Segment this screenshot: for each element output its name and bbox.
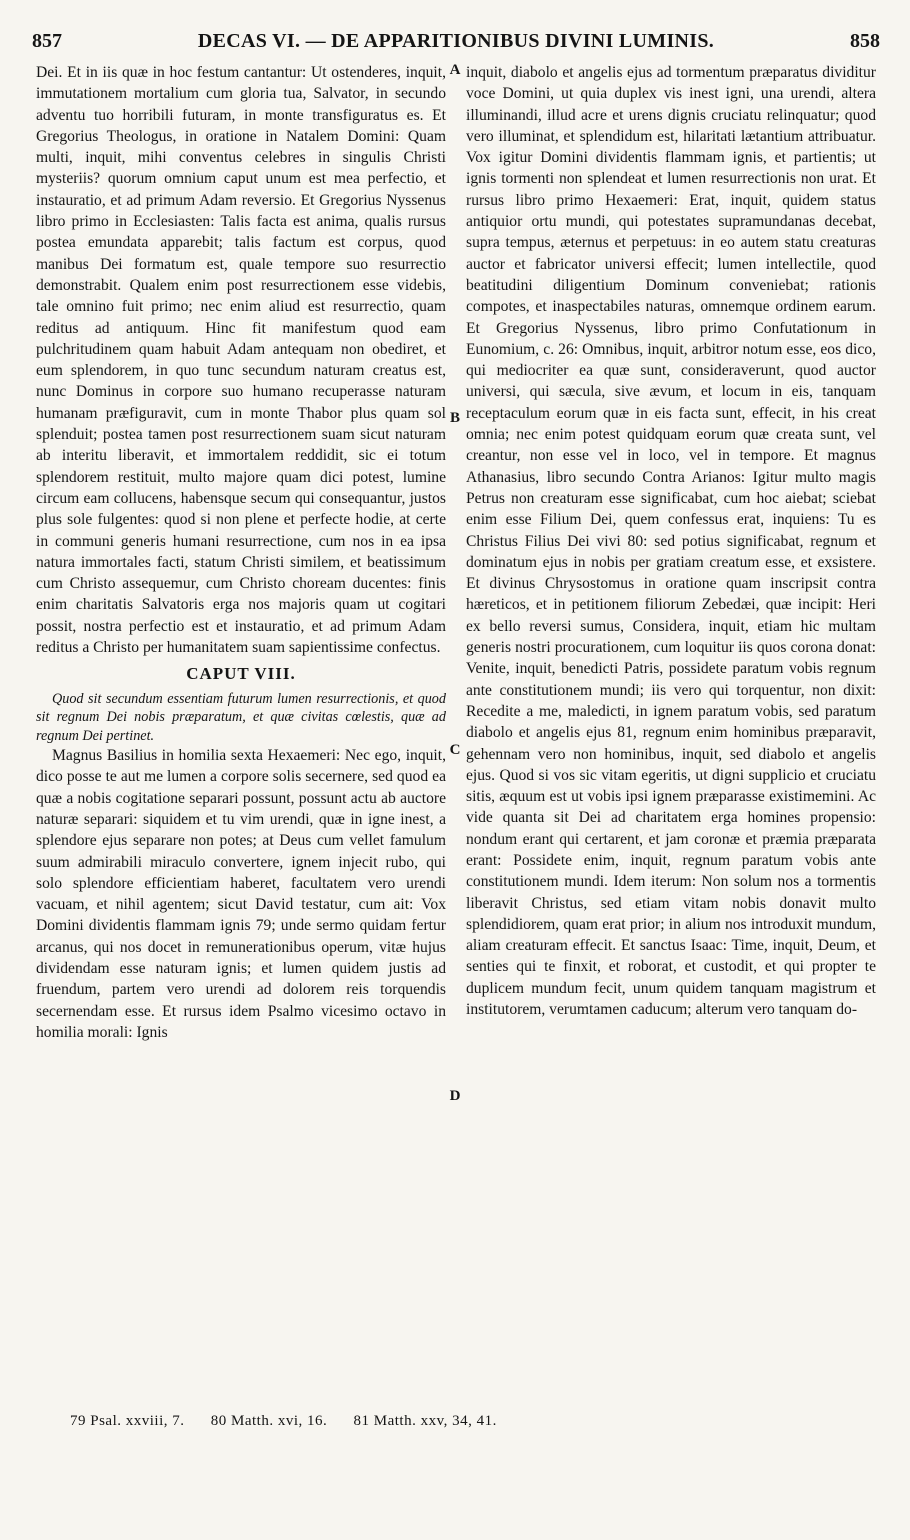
chapter-title: CAPUT VIII. bbox=[186, 664, 296, 684]
left-paragraph-1: Dei. Et in iis quæ in hoc festum cantantur: Ut ostenderes, inquit, immutationem mortalium cum gloria tua, Salvator, in secundo adventu tuo horribili futuram, in monte transfiguratus es. Et Gregorius Theologus, in oratione in Natalem Domini: Quam multi, inquit, mihi conventus celebres in singulis Christi mysteriis? quorum omnium caput unum est mea perfectio, et instauratio, et ad primum Adam reversio. Et Gregorius Nyssenus libro primo in Ecclesiasten: Talis facta est anima, qualis rursus postea emundata apparebit; talis factum est corpus, quod manibus Dei formatum est, quale tempore suo resurrectio demonstrabit. Qualem enim post resurrectionem esse videbis, tale omnino fuit primo; nec enim aliud est resurrectio, quam reditus ad antiquum. Hinc fit manifestum quod eam pulchritudinem quam habuit Adam antequam non obediret, et eum splendorem, in quo tunc secundum naturam creatus est, nunc Dominus in corpore suo humano recuperasse naturam humanam præfiguravit, cum in monte Thabor plus quam sol splenduit; postea tamen post resurrectionem suam sicut naturam ab interitu liberavit, et immortalem reddidit, sic ei totum splendorem restituit, multo majore quam dici potest, lumine circum eam collucens, habensque secum qui consequantur, justos plus sole fulgentes: quod si non plene et perfecte hodie, at certe in communi generis humani resurrectione, cum nos in ea ipsa natura immortales facti, statum Christi similem, et beatissimum cum Christo assequemur, cum Christo choream ducentes: finis enim charitatis Salvatoris erga nos majoris quam ut cogitari possit, nostra perfectio est et instauratio, et ad primum Adam reditus a Christo per humanitatem suam sapientissime confectus. bbox=[36, 64, 446, 657]
margin-letter-b: B bbox=[449, 410, 460, 426]
footnote-80: 80 Matth. xvi, 16. bbox=[210, 1413, 328, 1429]
page-number-left: 857 bbox=[32, 30, 62, 52]
left-paragraph-2: Magnus Basilius in homilia sexta Hexaemeri: Nec ego, inquit, dico posse te aut me lumen a corpore solis secernere, sed quod ea quæ a nobis cogitatione separari possunt, possunt actu ab auctore naturæ separari: siquidem et tu vim urendi, quæ in igne inest, a splendore ejus separare non potes; at Deus cum vellet famulum suum admirabili miraculo convertere, ignem injecit rubo, qui solo splendore efficientiam haberet, facultatem vero urendi vacuam, et nihil agentem; sicut David testatur, cum ait: Vox Domini dividentis flammam ignis 79; unde sermo quidam fertur arcanus, qui nos docet in remunerationibus operum, vitæ hujus dividendam esse naturam ignis; et lumen quidem justis ad fruendum, partem vero urendi ad dolorem reis torquendis secernendam esse. Et rursus idem Psalmo vicesimo octavo in homilia morali: Ignis bbox=[36, 747, 446, 1041]
footnote-79: 79 Psal. xxviii, 7. bbox=[70, 1413, 185, 1429]
footnotes bbox=[70, 1413, 870, 1430]
margin-letter-d: D bbox=[449, 1088, 461, 1104]
chapter-summary: Quod sit secundum essentiam futurum lumen resurrectionis, et quod sit regnum Dei nobis præparatum, et quæ civitas cœlestis, quæ ad regnum Dei pertinet. bbox=[36, 690, 446, 744]
running-title: DECAS VI. — DE APPARITIONIBUS DIVINI LUMINIS. bbox=[197, 30, 715, 52]
page-number-right: 858 bbox=[850, 30, 880, 52]
page-header bbox=[32, 30, 880, 56]
left-column bbox=[36, 62, 446, 1043]
right-paragraph-1: inquit, diabolo et angelis ejus ad tormentum præparatus dividitur voce Domini, ut quia duplex vis inest igni, una urendi, altera illuminandi, illud acre et urens dignis cruciatu relinquatur; quod vero illuminat, et splendidum est, hilaritati lætantium attribuatur. Vox igitur Domini dividentis flammam ignis, et partientis; ut ignis tormenti non splendeat et lumen resurrectionis non urat. Et rursus libro primo Hexaemeri: Erat, inquit, quidem status antiquior ortu mundi, qui potestates supramundanas decebat, supra tempus, æternus et perpetuus: in eo autem statu creaturas auctor et fabricator universi effecit; lumen intellectile, quod beatitudini diligentium Dominum conveniebat; rationis compotes, et inaspectabiles naturas, omnemque ordinem earum. Et Gregorius Nyssenus, libro primo Confutationum in Eunomium, c. 26: Omnibus, inquit, arbitror notum esse, eos dico, qui mediocriter ea quæ sunt, consideraverunt, quod auctor universi, qui sæcula, sive ævum, et locum in eis, tanquam receptaculum eorum quæ in eis facta sunt, effecit, in his creat omnia; nec enim potest quidquam eorum quæ creata sunt, vel creantur, non esse vel in loco, vel in tempore. Et magnus Athanasius, libro secundo Contra Arianos: Igitur multo magis Petrus non creaturam esse significabat, cum hoc aiebat; sciebat enim esse Filium Dei, quem confessus erat, inquiens: Tu es Christus Filius Dei vivi 80: sed potius significabat, regnum et dominatum ejus in nobis per gratiam creatum esse, et exsistere. Et divinus Chrysostomus in oratione quam inscripsit contra hæreticos, et in petitionem filiorum Zebedæi, quæ incipit: Heri ex bello reversi sumus, Considera, inquit, etiam hic multam generis nostri procurationem, cum loquitur iis quos corona donat: Venite, inquit, benedicti Patris, possidete paratum vobis regnum ante constitutionem mundi; iis vero qui torquentur, non dixit: Recedite a me, maledicti, in ignem paratum vobis, sed paratum diabolo et angelis ejus 81, regnum enim hominibus præparavit, gehennam vero non hominibus, inquit, sed diabolo et angelis ejus. Quod si vos sic vitam egeritis, ut digni supplicio et cruciatu sitis, æquum est ut vobis ipsi ignem præparasse existimemini. Ac vide quanta sit Dei ad charitatem erga homines propensio: nondum erant qui certarent, et jam coronæ et præmia præparata erant: Possidete enim, inquit, regnum paratum vobis ante constitutionem mundi. Idem iterum: Non solum nos a tormentis liberavit Christus, sed etiam vitam nobis donavit multo splendidiorem, quam erat prior; in alium nos introduxit mundum, aliam creaturam effecit. Et sanctus Isaac: Time, inquit, Deum, et senties qui te finxit, et roborat, et custodit, et qui propter te duplicem mundum fecit, unum quidem tanquam magistrum et institutorem, verumtamen caducum; alterum vero tanquam do- bbox=[466, 64, 876, 1019]
right-column bbox=[466, 62, 876, 1020]
margin-letter-c: C bbox=[449, 742, 461, 758]
footnote-81: 81 Matth. xxv, 34, 41. bbox=[353, 1413, 497, 1429]
margin-letter-a: A bbox=[449, 62, 461, 78]
